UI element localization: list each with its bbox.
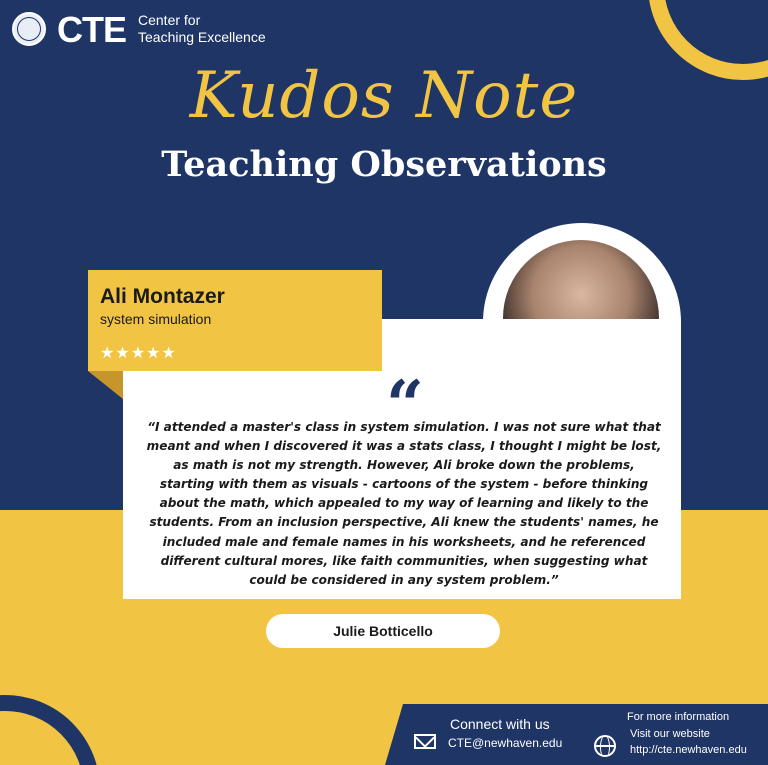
website-link[interactable]: http://cte.newhaven.edu xyxy=(630,744,747,756)
contact-email-link[interactable]: CTE@newhaven.edu xyxy=(448,736,563,750)
visit-website-label: Visit our website xyxy=(630,728,710,740)
org-name-line-1: Center for xyxy=(138,12,201,28)
org-name-line-2: Teaching Excellence xyxy=(138,29,266,45)
quote-mark-icon: “ xyxy=(386,366,424,444)
faculty-name: Ali Montazer xyxy=(100,285,225,308)
university-seal-icon xyxy=(12,12,46,46)
connect-label: Connect with us xyxy=(450,716,550,732)
globe-icon xyxy=(594,735,616,757)
observer-name-badge: Julie Botticello xyxy=(266,614,500,648)
mail-icon xyxy=(414,734,436,749)
page-title: Teaching Observations xyxy=(161,144,607,185)
cte-org-name xyxy=(138,12,266,46)
faculty-name-card xyxy=(88,270,382,371)
cte-logo: CTE xyxy=(57,9,126,50)
faculty-course: system simulation xyxy=(100,311,212,327)
more-info-label: For more information xyxy=(627,711,730,723)
star-rating: ★★★★★ xyxy=(100,343,177,362)
testimonial-text: “I attended a master's class in system simulation. I was not sure what that meant and when I discovered it was a stats class, I thought I might be lost, as math is not my strength. However, Ali broke down the problems, starting with them as visuals - cartoons of the system - before thinking about the math, which appealed to my way of learning and likely to the students. From an inclusion perspective, Ali knew the students' names, he included male and female names in his worksheets, and he referenced different cultural mores, like faith communities, when suggesting what could be considered in any system problem.” xyxy=(146,420,662,587)
kudos-note-script-title: Kudos Note xyxy=(189,59,579,133)
